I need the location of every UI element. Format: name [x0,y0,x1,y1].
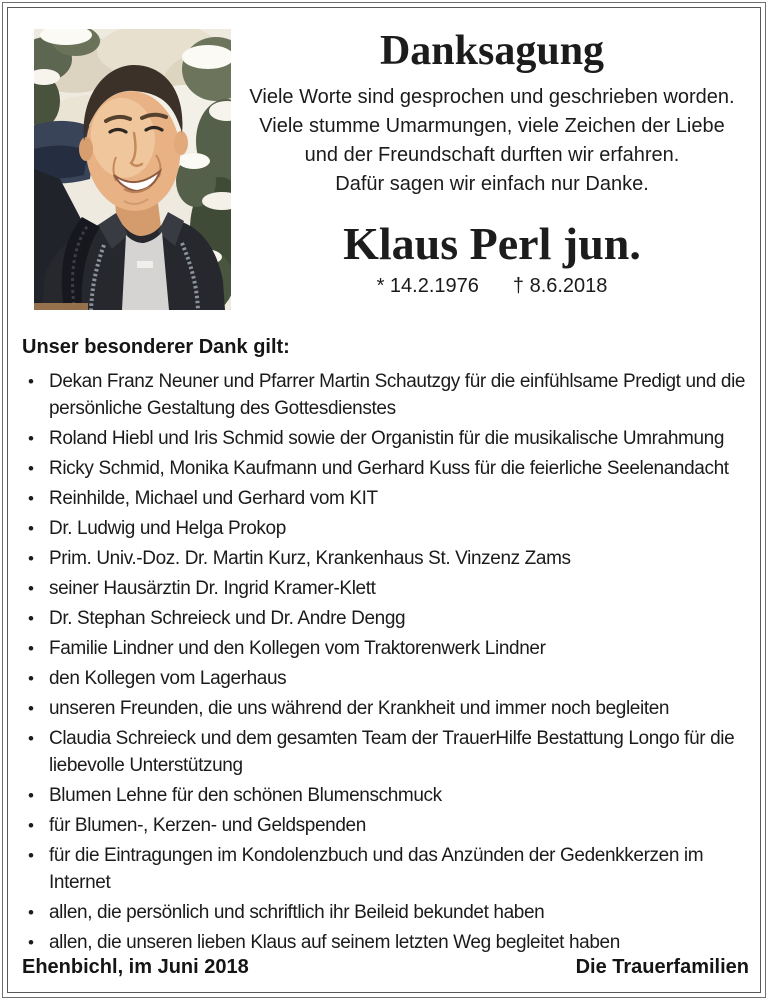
list-item-text: für die Eintragungen im Kondolenzbuch und das Anzünden der Gedenkkerzen im Internet [49,845,704,893]
bullet-icon: • [28,846,34,865]
list-item [22,899,753,926]
bullet-icon: • [28,459,34,478]
list-item [22,812,753,839]
intro-line: Viele stumme Umarmungen, viele Zeichen der Liebe [259,115,725,138]
list-item-text: Claudia Schreieck und dem gesamten Team der TrauerHilfe Bestattung Longo für die liebevolle Unterstützung [49,728,735,776]
list-item-text: Roland Hiebl und Iris Schmid sowie der Organistin für die musikalische Umrahmung [49,428,725,449]
list-item [22,545,753,572]
list-item-text: seiner Hausärztin Dr. Ingrid Kramer-Klett [49,578,376,599]
list-item-text: Reinhilde, Michael und Gerhard vom KIT [49,488,378,509]
list-item-text: den Kollegen vom Lagerhaus [49,668,287,689]
bullet-icon: • [28,786,34,805]
list-item [22,782,753,809]
list-item-text: Dr. Stephan Schreieck und Dr. Andre Dengg [49,608,406,629]
list-item-text: allen, die unseren lieben Klaus auf seinem letzten Weg begleitet haben [49,932,620,953]
list-item-text: allen, die persönlich und schriftlich ihr Beileid bekundet haben [49,902,545,923]
page-outer-frame [2,2,766,998]
bullet-icon: • [28,549,34,568]
bullet-icon: • [28,699,34,718]
bullet-icon: • [28,579,34,598]
bullet-icon: • [28,639,34,658]
list-item [22,665,753,692]
bullet-icon: • [28,489,34,508]
list-item [22,425,753,452]
list-item [22,368,753,422]
list-item [22,455,753,482]
birth-date: * 14.2.1976 [376,275,479,298]
bullet-icon: • [28,669,34,688]
thanks-list [22,368,753,956]
list-item-text: Prim. Univ.-Doz. Dr. Martin Kurz, Krankenhaus St. Vinzenz Zams [49,548,571,569]
bullet-icon: • [28,816,34,835]
page-inner-frame [7,7,761,993]
list-item [22,842,753,896]
bullet-icon: • [28,609,34,628]
portrait-photo [34,29,231,310]
deceased-name: Klaus Perl jun. [343,218,641,270]
thanks-heading: Unser besonderer Dank gilt: [22,336,290,358]
footer [22,956,749,979]
bullet-icon: • [28,519,34,538]
list-item [22,725,753,779]
intro-text [232,83,752,199]
footer-place-date: Ehenbichl, im Juni 2018 [22,956,249,978]
list-item [22,929,753,956]
intro-line: Viele Worte sind gesprochen und geschrieben worden. [249,86,735,109]
list-item [22,515,753,542]
footer-signature: Die Trauerfamilien [575,956,749,978]
list-item-text: für Blumen-, Kerzen- und Geldspenden [49,815,366,836]
list-item-text: Blumen Lehne für den schönen Blumenschmuck [49,785,442,806]
list-item [22,635,753,662]
list-item [22,485,753,512]
portrait-photo-illustration [34,29,231,310]
list-item-text: unseren Freunden, die uns während der Krankheit und immer noch begleiten [49,698,670,719]
intro-line: Dafür sagen wir einfach nur Danke. [335,173,649,196]
thanks-section [22,336,753,959]
death-date: † 8.6.2018 [512,275,608,298]
list-item-text: Dr. Ludwig und Helga Prokop [49,518,286,539]
list-item [22,605,753,632]
header-column [232,28,752,298]
bullet-icon: • [28,429,34,448]
list-item [22,695,753,722]
bullet-icon: • [28,903,34,922]
list-item-text: Ricky Schmid, Monika Kaufmann und Gerhard Kuss für die feierliche Seelenandacht [49,458,729,479]
intro-line: und der Freundschaft durften wir erfahren. [304,144,680,167]
bullet-icon: • [28,729,34,748]
bullet-icon: • [28,372,34,391]
life-dates [232,275,752,298]
bullet-icon: • [28,933,34,952]
notice-title: Danksagung [379,28,605,74]
list-item [22,575,753,602]
list-item-text: Dekan Franz Neuner und Pfarrer Martin Schautzgy für die einfühlsame Predigt und die persönliche Gestaltung des Gottesdienstes [49,371,746,419]
list-item-text: Familie Lindner und den Kollegen vom Traktorenwerk Lindner [49,638,546,659]
